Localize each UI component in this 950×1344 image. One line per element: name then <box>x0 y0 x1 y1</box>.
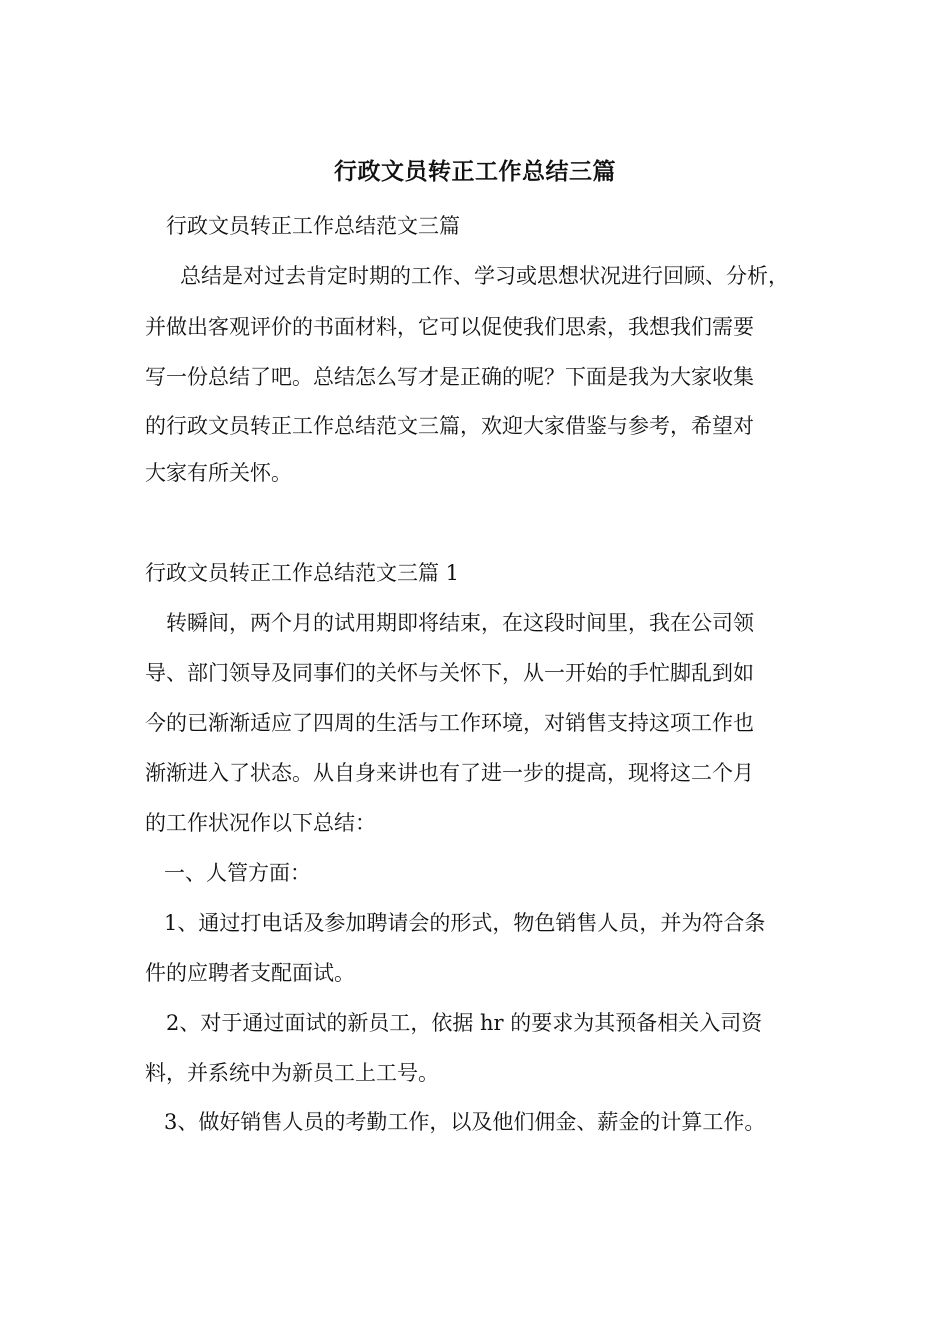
body-line-2: 导、部门领导及同事们的关怀与关怀下，从一开始的手忙脚乱到如 <box>145 661 754 685</box>
intro-line-1: 总结是对过去肯定时期的工作、学习或思想状况进行回顾、分析， <box>180 264 789 288</box>
body-line-1: 转瞬间，两个月的试用期即将结束，在这段时间里，我在公司领 <box>166 611 754 635</box>
body-line-5: 的工作状况作以下总结： <box>145 811 376 835</box>
body-line-3: 今的已渐渐适应了四周的生活与工作环境，对销售支持这项工作也 <box>145 711 754 735</box>
body-line-4: 渐渐进入了状态。从自身来讲也有了进一步的提高，现将这二个月 <box>145 761 754 785</box>
list-item-1-line-2: 件的应聘者支配面试。 <box>145 961 355 985</box>
intro-line-5: 大家有所关怀。 <box>145 461 292 485</box>
list-item-2-line-1: 2、对于通过面试的新员工，依据 hr 的要求为其预备相关入司资 <box>166 1011 763 1035</box>
list-item-1-line-1: 1、通过打电话及参加聘请会的形式，物色销售人员，并为符合条 <box>164 911 766 935</box>
intro-line-4: 的行政文员转正工作总结范文三篇，欢迎大家借鉴与参考，希望对 <box>145 414 754 438</box>
intro-line-3: 写一份总结了吧。总结怎么写才是正确的呢？下面是我为大家收集 <box>145 365 754 389</box>
subtitle-line: 行政文员转正工作总结范文三篇 <box>166 214 460 238</box>
list-item-2-line-2: 料，并系统中为新员工上工号。 <box>145 1061 439 1085</box>
document-title: 行政文员转正工作总结三篇 <box>334 158 616 185</box>
intro-line-2: 并做出客观评价的书面材料，它可以促使我们思索，我想我们需要 <box>145 315 754 339</box>
list-item-3-line-1: 3、做好销售人员的考勤工作，以及他们佣金、薪金的计算工作。 <box>164 1110 766 1134</box>
list-heading: 一、人管方面： <box>164 861 311 885</box>
section-heading: 行政文员转正工作总结范文三篇 1 <box>145 561 460 585</box>
